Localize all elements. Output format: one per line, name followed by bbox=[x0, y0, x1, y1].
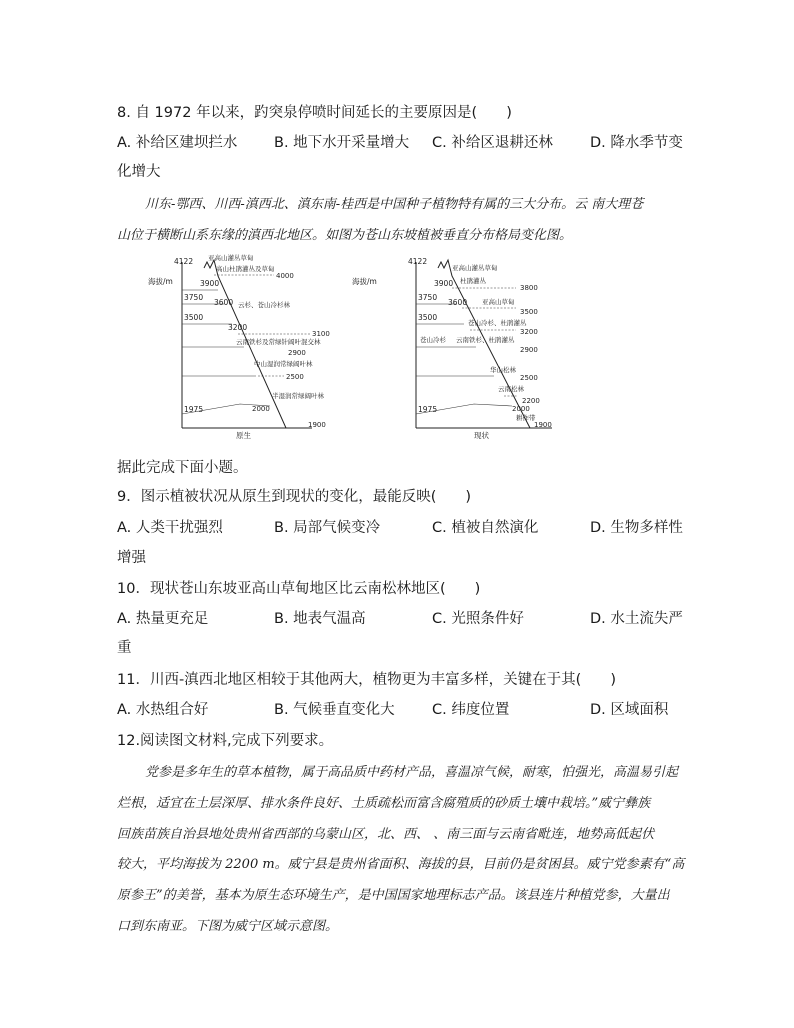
right-right-value-2000: 2000 bbox=[512, 405, 530, 413]
q10-option-b: B. 地表气温高 bbox=[274, 611, 366, 627]
q12-para-line-5: 原参王”的美誉，基本为原生态环境生产，是中国国家地理标志产品。该县连片种植党参，大量出 bbox=[117, 888, 670, 903]
left-right-value-2900: 2900 bbox=[288, 349, 306, 357]
right-label-3600: 3600 bbox=[448, 298, 468, 307]
figure-right-panel bbox=[352, 257, 552, 440]
right-right-value-3200: 3200 bbox=[520, 328, 538, 336]
q8-stem: 8. 自 1972 年以来，趵突泉停喷时间延长的主要原因是( ) bbox=[117, 105, 512, 121]
right-right-value-2200: 2200 bbox=[522, 397, 540, 405]
right-right-value-2900: 2900 bbox=[520, 346, 538, 354]
left-label-3750: 3750 bbox=[184, 293, 204, 302]
left-zone-2: 高山杜鹃灌丛及草甸 bbox=[216, 265, 275, 273]
figure-left-panel bbox=[148, 253, 330, 440]
left-right-value-4000: 4000 bbox=[276, 272, 294, 280]
right-zone-9: 耕作带 bbox=[516, 414, 536, 422]
q10-option-d-wrap: 重 bbox=[117, 640, 132, 656]
q11-option-c: C. 纬度位置 bbox=[432, 702, 510, 718]
left-label-3200: 3200 bbox=[228, 323, 248, 332]
right-zone-7: 华山松林 bbox=[490, 366, 516, 374]
q8-option-c: C. 补给区退耕还林 bbox=[432, 135, 553, 151]
q10-option-d: D. 水土流失严 bbox=[590, 611, 683, 627]
right-zone-2: 杜鹃灌丛 bbox=[460, 277, 486, 285]
right-right-value-3500: 3500 bbox=[520, 308, 538, 316]
right-zone-5: 苍山冷杉 bbox=[420, 336, 446, 344]
q10-option-c: C. 光照条件好 bbox=[432, 611, 524, 627]
right-right-value-2500: 2500 bbox=[520, 374, 538, 382]
left-axis-label: 海拔/m bbox=[148, 277, 173, 286]
left-zone-6: 半湿润常绿阔叶林 bbox=[272, 392, 324, 400]
q9-option-d-wrap: 增强 bbox=[117, 550, 146, 566]
after-figure-text: 据此完成下面小题。 bbox=[117, 460, 248, 476]
q9-stem: 9．图示植被状况从原生到现状的变化，最能反映( ) bbox=[117, 489, 472, 505]
left-peak-label: 4122 bbox=[174, 257, 194, 266]
left-zone-4: 云南铁杉及常绿针阔叶混交林 bbox=[236, 338, 321, 346]
right-zone-1: 亚高山灌丛草甸 bbox=[452, 264, 498, 272]
right-label-3900: 3900 bbox=[434, 279, 454, 288]
q9-option-a: A. 人类干扰强烈 bbox=[117, 520, 223, 536]
q11-option-a: A. 水热组合好 bbox=[117, 702, 209, 718]
q12-para-line-6: 口到东南亚。下图为威宁区域示意图。 bbox=[117, 919, 339, 934]
right-right-value-3800: 3800 bbox=[520, 284, 538, 292]
left-label-3900: 3900 bbox=[200, 279, 220, 288]
left-right-value-2000: 2000 bbox=[252, 405, 270, 413]
right-peak-label: 4122 bbox=[408, 257, 428, 266]
q9-option-c: C. 植被自然演化 bbox=[432, 520, 539, 536]
right-caption: 现状 bbox=[474, 431, 489, 440]
q8-option-d: D. 降水季节变 bbox=[590, 135, 683, 151]
right-label-3750: 3750 bbox=[418, 293, 438, 302]
q12-stem: 12.阅读图文材料,完成下列要求。 bbox=[117, 733, 334, 749]
right-label-3500: 3500 bbox=[418, 313, 438, 322]
left-right-value-1900: 1900 bbox=[308, 421, 326, 429]
q10-stem: 10．现状苍山东坡亚高山草甸地区比云南松林地区( ) bbox=[117, 581, 481, 597]
q11-option-d: D. 区域面积 bbox=[590, 702, 669, 718]
right-right-value-1900: 1900 bbox=[534, 421, 552, 429]
right-zone-3: 亚高山草甸 bbox=[482, 298, 515, 306]
right-zone-8: 云南松林 bbox=[498, 385, 524, 393]
left-zone-5: 中山湿润常绿阔叶林 bbox=[254, 360, 313, 368]
q8-option-b: B. 地下水开采量增大 bbox=[274, 135, 410, 151]
q9-option-b: B. 局部气候变冷 bbox=[274, 520, 381, 536]
q12-para-line-4: 较大，平均海拔为 2200 m。威宁县是贵州省面积、海拔的县，目前仍是贫困县。威宁党参素有“高 bbox=[117, 857, 685, 872]
right-zone-6: 云南铁杉、杜鹃灌丛 bbox=[456, 336, 515, 344]
left-zone-1: 亚高山灌丛草甸 bbox=[208, 254, 254, 262]
left-label-3600: 3600 bbox=[214, 298, 234, 307]
vegetation-zonation-figure bbox=[140, 252, 560, 442]
left-label-1975: 1975 bbox=[184, 405, 204, 414]
q9-option-d: D. 生物多样性 bbox=[590, 520, 683, 536]
q12-para-line-3: 回族苗族自治县地处贵州省西部的乌蒙山区，北、西、 、南三面与云南省毗连，地势高低起伏 bbox=[117, 827, 655, 842]
left-right-value-2500: 2500 bbox=[286, 373, 304, 381]
intro-line-2: 山位于横断山系东缘的滇西北地区。如图为苍山东坡植被垂直分布格局变化图。 bbox=[117, 228, 573, 243]
right-zone-4: 苍山冷杉、杜鹃灌丛 bbox=[468, 319, 527, 327]
q12-para-line-2: 烂根，适宜在土层深厚、排水条件良好、土质疏松而富含腐殖质的砂质土壤中栽培。”威宁彝族 bbox=[117, 796, 651, 811]
right-axis-label: 海拔/m bbox=[352, 277, 377, 286]
q11-option-b: B. 气候垂直变化大 bbox=[274, 702, 395, 718]
q11-stem: 11．川西-滇西北地区相较于其他两大，植物更为丰富多样，关键在于其( ) bbox=[117, 672, 616, 688]
right-label-1975: 1975 bbox=[418, 405, 438, 414]
q8-option-d-wrap: 化增大 bbox=[117, 164, 161, 180]
intro-line-1: 川东-鄂西、川西-滇西北、滇东南-桂西是中国种子植物特有属的三大分布。云 南大理苍 bbox=[145, 197, 644, 212]
q10-option-a: A. 热量更充足 bbox=[117, 611, 209, 627]
left-label-3500: 3500 bbox=[184, 313, 204, 322]
q8-option-a: A. 补给区建坝拦水 bbox=[117, 135, 238, 151]
left-right-value-3100: 3100 bbox=[312, 330, 330, 338]
q12-para-line-1: 党参是多年生的草本植物，属于高品质中药材产品，喜温凉气候，耐寒，怕强光，高温易引起 bbox=[145, 765, 679, 780]
left-caption: 原生 bbox=[236, 431, 251, 440]
left-zone-3: 云杉、苍山冷杉林 bbox=[238, 301, 290, 309]
